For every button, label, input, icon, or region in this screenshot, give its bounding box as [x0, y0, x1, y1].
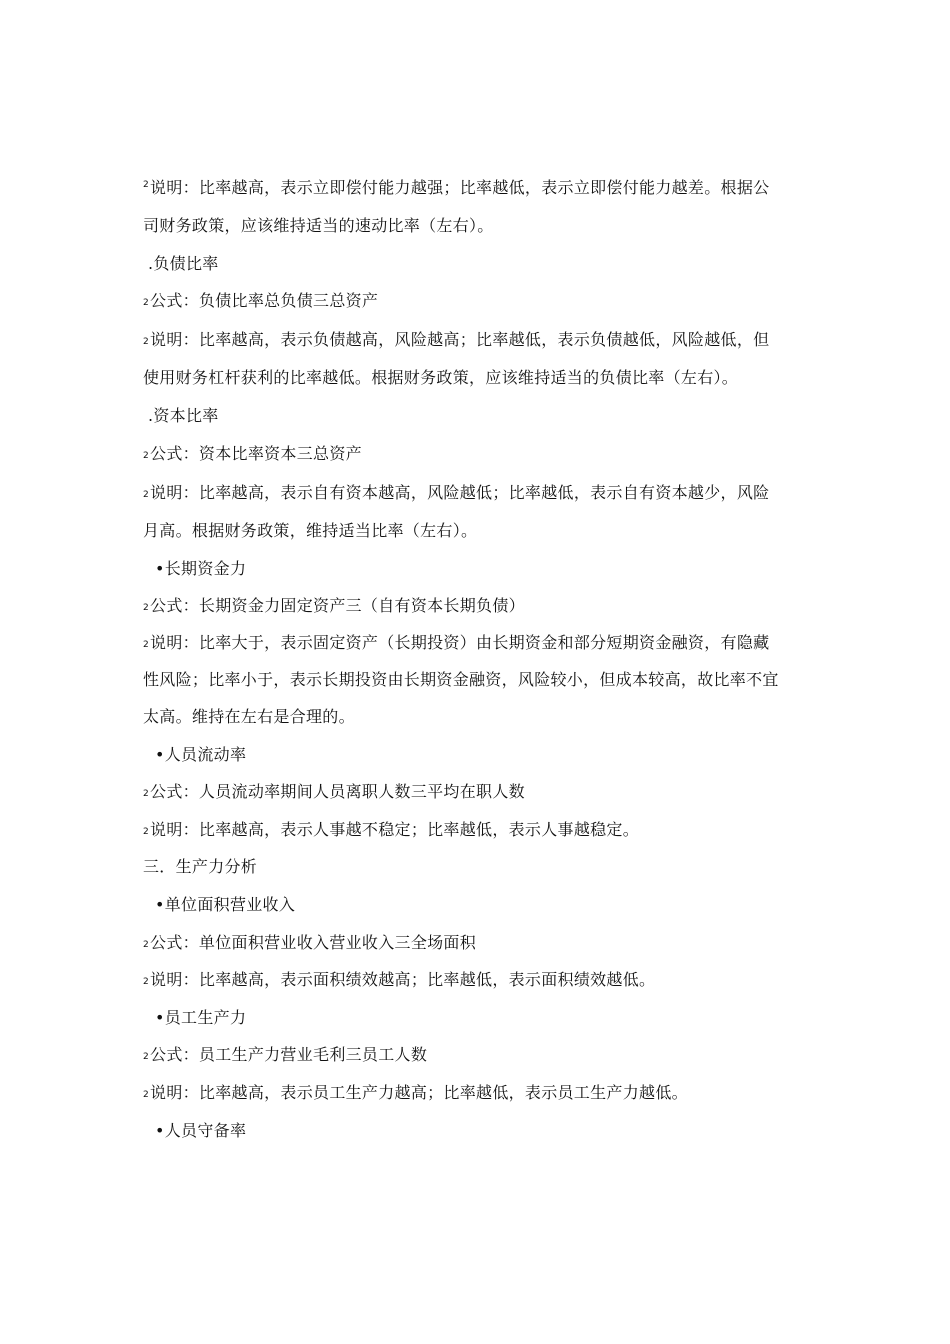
text-line — [143, 1083, 813, 1103]
text-line — [143, 483, 813, 503]
text-line — [143, 820, 813, 840]
bullet-heading — [143, 1121, 825, 1141]
line-text: 太高。维持在左右是合理的。 — [143, 707, 355, 726]
line-text: 公式：负债比率总负债三总资产 — [150, 291, 379, 310]
text-line — [143, 216, 813, 236]
line-marker: 2 — [143, 640, 150, 650]
line-text: •人员流动率 — [155, 745, 247, 764]
bullet-heading — [143, 745, 825, 765]
line-text: 说明：比率越高，表示负债越高，风险越高；比率越低，表示负债越低，风险越低，但 — [150, 330, 770, 349]
text-line — [143, 670, 813, 690]
line-text: 公式：员工生产力营业毛利三员工人数 — [150, 1045, 428, 1064]
line-text: 说明：比率越高，表示员工生产力越高；比率越低，表示员工生产力越低。 — [150, 1083, 688, 1102]
formula-line — [143, 1045, 813, 1065]
line-text: 公式：单位面积营业收入营业收入三全场面积 — [150, 933, 477, 952]
line-text: •员工生产力 — [155, 1008, 247, 1027]
text-line — [143, 707, 813, 727]
bullet-heading — [143, 559, 825, 579]
text-line — [143, 330, 813, 350]
line-text: .负债比率 — [148, 254, 219, 273]
line-marker: 2 — [143, 490, 150, 500]
line-text: 司财务政策，应该维持适当的速动比率（左右）。 — [143, 216, 494, 235]
line-marker: 2 — [143, 789, 150, 799]
formula-line — [143, 596, 813, 616]
line-marker: 2 — [143, 603, 150, 613]
formula-line — [143, 291, 813, 311]
formula-line — [143, 444, 813, 464]
line-marker: 2 — [143, 298, 150, 308]
bullet-heading — [143, 895, 825, 915]
line-text: 说明：比率越高，表示人事越不稳定；比率越低，表示人事越稳定。 — [150, 820, 640, 839]
section-heading — [143, 254, 818, 274]
formula-line — [143, 933, 813, 953]
line-marker: 2 — [143, 977, 150, 987]
formula-line — [143, 782, 813, 802]
line-text: 公式：长期资金力固定资产三（自有资本长期负债） — [150, 596, 525, 615]
line-marker: 2 — [143, 337, 150, 347]
line-marker: 2 — [143, 940, 150, 950]
line-text: 说明：比率越高，表示自有资本越高，风险越低；比率越低，表示自有资本越少，风险 — [150, 483, 770, 502]
line-text: 公式：人员流动率期间人员离职人数三平均在职人数 — [150, 782, 525, 801]
line-text: 性风险；比率小于，表示长期投资由长期资金融资，风险较小，但成本较高，故比率不宜 — [143, 670, 779, 689]
line-marker: 2 — [143, 1090, 150, 1100]
line-text: 月高。根据财务政策，维持适当比率（左右）。 — [143, 521, 478, 540]
line-text: •长期资金力 — [155, 559, 247, 578]
line-marker: 2 — [143, 1052, 150, 1062]
line-text: 说明：比率大于，表示固定资产（长期投资）由长期资金和部分短期资金融资，有隐藏 — [150, 633, 770, 652]
line-marker: 2 — [143, 451, 150, 461]
line-text: 说明：比率越高，表示面积绩效越高；比率越低，表示面积绩效越低。 — [150, 970, 656, 989]
text-line — [143, 368, 813, 388]
section-heading — [143, 406, 818, 426]
line-marker: 2 — [143, 180, 150, 190]
text-line — [143, 521, 813, 541]
line-text: 三．生产力分析 — [143, 857, 258, 876]
line-text: 公式：资本比率资本三总资产 — [150, 444, 362, 463]
line-text: •人员守备率 — [155, 1121, 247, 1140]
line-text: 说明：比率越高，表示立即偿付能力越强；比率越低，表示立即偿付能力越差。根据公 — [150, 178, 770, 197]
text-line — [143, 633, 813, 653]
line-text: .资本比率 — [148, 406, 219, 425]
line-text: •单位面积营业收入 — [155, 895, 296, 914]
bullet-heading — [143, 1008, 825, 1028]
text-line — [143, 178, 813, 198]
section-heading — [143, 857, 813, 877]
text-line — [143, 970, 813, 990]
line-text: 使用财务杠杆获利的比率越低。根据财务政策，应该维持适当的负债比率（左右）。 — [143, 368, 739, 387]
line-marker: 2 — [143, 827, 150, 837]
